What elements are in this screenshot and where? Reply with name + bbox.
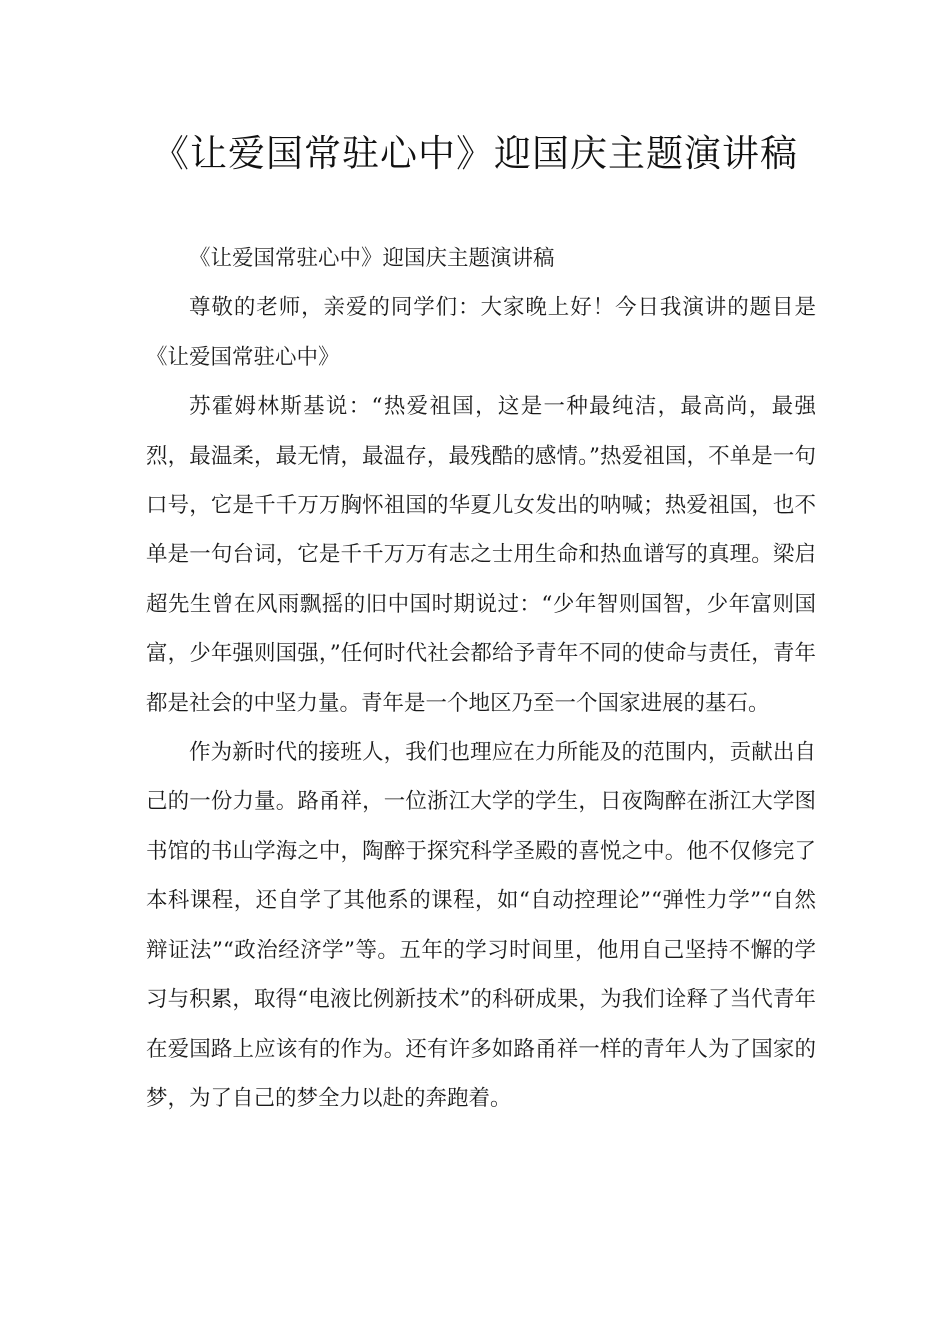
paragraph-example: 作为新时代的接班人，我们也理应在力所能及的范围内，贡献出自己的一份力量。路甬祥，一位浙江大学的学生，日夜陶醉在浙江大学图书馆的书山学海之中，陶醉于探究科学圣殿的喜悦之中。他不仅修完了本科课程，还自学了其他系的课程，如“自动控理论”“弹性力学”“自然辩证法”“政治经济学”等。五年的学习时间里，他用自己坚持不懈的学习与积累，取得“电液比例新技术”的科研成果，为我们诠释了当代青年在爱国路上应该有的作为。还有许多如路甬祥一样的青年人为了国家的梦，为了自己的梦全力以赴的奔跑着。 xyxy=(146,740,816,1111)
paragraph-subtitle: 《让爱国常驻心中》迎国庆主题演讲稿 xyxy=(189,246,555,271)
paragraph-quote: 苏霍姆林斯基说：“热爱祖国，这是一种最纯洁，最高尚，最强烈，最温柔，最无情，最温存，最残酷的感情。”热爱祖国，不单是一句口号，它是千千万万胸怀祖国的华夏儿女发出的呐喊；热爱祖国，也不单是一句台词，它是千千万万有志之士用生命和热血谱写的真理。梁启超先生曾在风雨飘摇的旧中国时期说过：“少年智则国智，少年富则国富，少年强则国强，”任何时代社会都给予青年不同的使命与责任，青年都是社会的中坚力量。青年是一个地区乃至一个国家进展的基石。 xyxy=(146,394,816,716)
page-title: 《让爱国常驻心中》迎国庆主题演讲稿 xyxy=(152,132,798,175)
paragraph-greeting: 尊敬的老师，亲爱的同学们：大家晚上好！今日我演讲的题目是《让爱国常驻心中》 xyxy=(146,295,816,370)
document-body xyxy=(146,234,816,1123)
